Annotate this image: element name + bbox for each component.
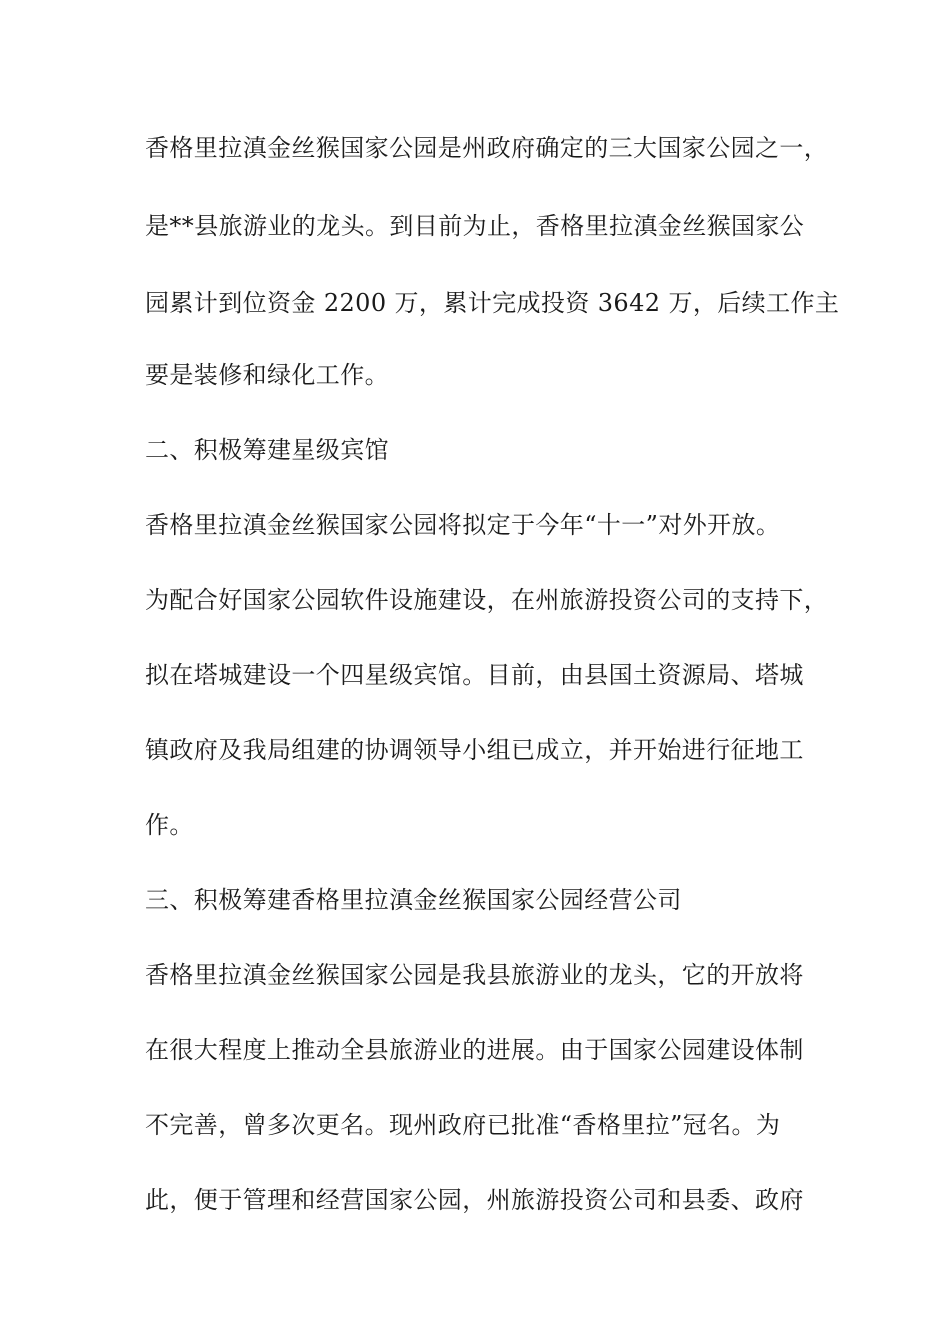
- paragraph-line: 不完善，曾多次更名。现州政府已批准“香格里拉”冠名。为: [145, 1111, 781, 1139]
- paragraph-line: 香格里拉滇金丝猴国家公园将拟定于今年“十一”对外开放。: [145, 511, 781, 539]
- paragraph-line: 香格里拉滇金丝猴国家公园是州政府确定的三大国家公园之一，: [145, 134, 829, 162]
- paragraph-line: 在很大程度上推动全县旅游业的进展。由于国家公园建设体制: [145, 1036, 804, 1064]
- paragraph-line: 园累计到位资金 2200 万，累计完成投资 3642 万，后续工作主: [145, 289, 840, 317]
- paragraph-line: 镇政府及我局组建的协调领导小组已成立，并开始进行征地工: [145, 736, 804, 764]
- paragraph-line: 要是装修和绿化工作。: [145, 361, 389, 389]
- section-heading: 二、积极筹建星级宾馆: [145, 436, 389, 464]
- section-heading: 三、积极筹建香格里拉滇金丝猴国家公园经营公司: [145, 886, 682, 914]
- paragraph-line: 拟在塔城建设一个四星级宾馆。目前，由县国土资源局、塔城: [145, 661, 804, 689]
- paragraph-line: 香格里拉滇金丝猴国家公园是我县旅游业的龙头，它的开放将: [145, 961, 804, 989]
- paragraph-line: 作。: [145, 811, 194, 839]
- paragraph-line: 此，便于管理和经营国家公园，州旅游投资公司和县委、政府: [145, 1186, 804, 1214]
- paragraph-line: 是**县旅游业的龙头。到目前为止，香格里拉滇金丝猴国家公: [145, 212, 805, 240]
- paragraph-line: 为配合好国家公园软件设施建设，在州旅游投资公司的支持下，: [145, 586, 829, 614]
